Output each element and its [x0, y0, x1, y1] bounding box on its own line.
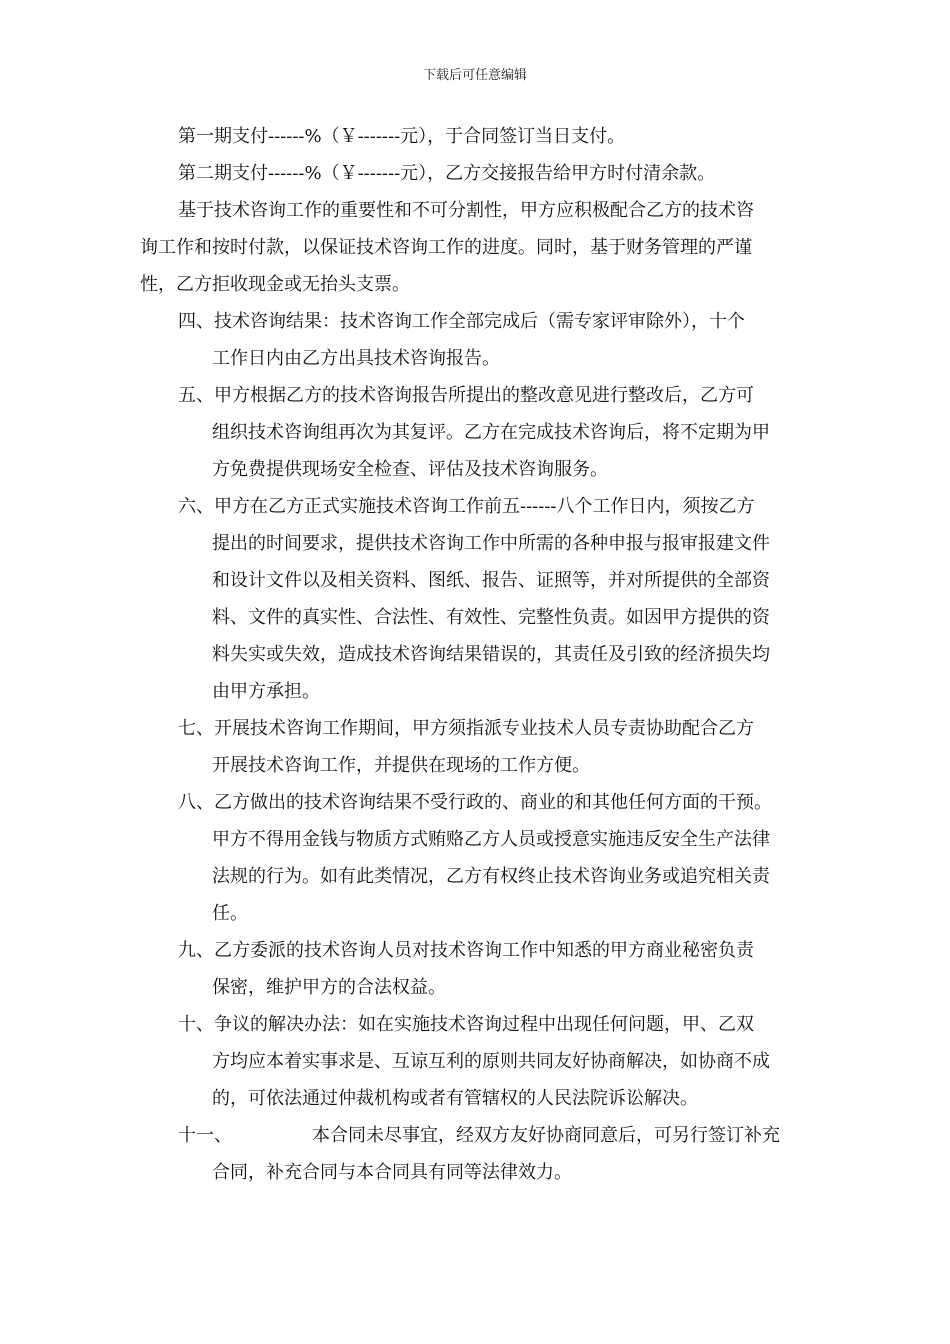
clause-8-line: 八、乙方做出的技术咨询结果不受行政的、商业的和其他任何方面的干预。 — [178, 792, 772, 813]
cooperation-line: 性，乙方拒收现金或无抬头支票。 — [140, 274, 410, 295]
contract-body — [140, 118, 830, 1191]
payment-phase-1: 第一期支付------%（￥-------元），于合同签订当日支付。 — [178, 126, 626, 147]
clause-5-line: 组织技术咨询组再次为其复评。乙方在完成技术咨询后，将不定期为甲 — [212, 422, 770, 443]
clause-8-line: 甲方不得用金钱与物质方式贿赂乙方人员或授意实施违反安全生产法律 — [212, 829, 770, 850]
clause-10-line: 的，可依法通过仲裁机构或者有管辖权的人民法院诉讼解决。 — [212, 1088, 698, 1109]
clause-6-line: 和设计文件以及相关资料、图纸、报告、证照等，并对所提供的全部资 — [212, 570, 770, 591]
clause-11-line — [140, 1117, 830, 1154]
clause-6-line: 料失实或失效，造成技术咨询结果错误的，其责任及引致的经济损失均 — [212, 644, 770, 665]
clause-8-line: 法规的行为。如有此类情况，乙方有权终止技术咨询业务或追究相关责 — [212, 866, 770, 887]
clause-6-line: 六、甲方在乙方正式实施技术咨询工作前五------八个工作日内，须按乙方 — [178, 496, 755, 517]
clause-9-line: 九、乙方委派的技术咨询人员对技术咨询工作中知悉的甲方商业秘密负责 — [178, 940, 754, 961]
payment-phase-2: 第二期支付------%（￥-------元），乙方交接报告给甲方时付清余款。 — [178, 163, 716, 184]
page-header: 下载后可任意编辑 — [422, 68, 527, 83]
clause-6-line: 提出的时间要求，提供技术咨询工作中所需的各种申报与报审报建文件 — [212, 533, 770, 554]
clause-5-line: 五、甲方根据乙方的技术咨询报告所提出的整改意见进行整改后，乙方可 — [178, 385, 754, 406]
clause-9-line: 保密，维护甲方的合法权益。 — [212, 977, 446, 998]
clause-6-line: 由甲方承担。 — [212, 681, 320, 702]
clause-8-line: 任。 — [212, 903, 248, 924]
clause-11-line: 合同，补充合同与本合同具有同等法律效力。 — [212, 1162, 572, 1183]
clause-11-number: 十一、 — [178, 1125, 232, 1146]
clause-4-line: 四、技术咨询结果：技术咨询工作全部完成后（需专家评审除外），十个 — [178, 311, 745, 332]
clause-7-line: 七、开展技术咨询工作期间，甲方须指派专业技术人员专责协助配合乙方 — [178, 718, 754, 739]
clause-7-line: 开展技术咨询工作，并提供在现场的工作方便。 — [212, 755, 590, 776]
clause-11-first-text: 本合同未尽事宜，经双方友好协商同意后，可另行签订补充 — [312, 1125, 780, 1146]
cooperation-line: 基于技术咨询工作的重要性和不可分割性，甲方应积极配合乙方的技术咨 — [178, 200, 754, 221]
clause-4-line: 工作日内由乙方出具技术咨询报告。 — [212, 348, 500, 369]
clause-6-line: 料、文件的真实性、合法性、有效性、完整性负责。如因甲方提供的资 — [212, 607, 770, 628]
clause-5-line: 方免费提供现场安全检查、评估及技术咨询服务。 — [212, 459, 608, 480]
clause-10-line: 十、争议的解决办法：如在实施技术咨询过程中出现任何问题，甲、乙双 — [178, 1014, 754, 1035]
cooperation-line: 询工作和按时付款，以保证技术咨询工作的进度。同时，基于财务管理的严谨 — [140, 237, 752, 258]
clause-10-line: 方均应本着实事求是、互谅互利的原则共同友好协商解决，如协商不成 — [212, 1051, 770, 1072]
